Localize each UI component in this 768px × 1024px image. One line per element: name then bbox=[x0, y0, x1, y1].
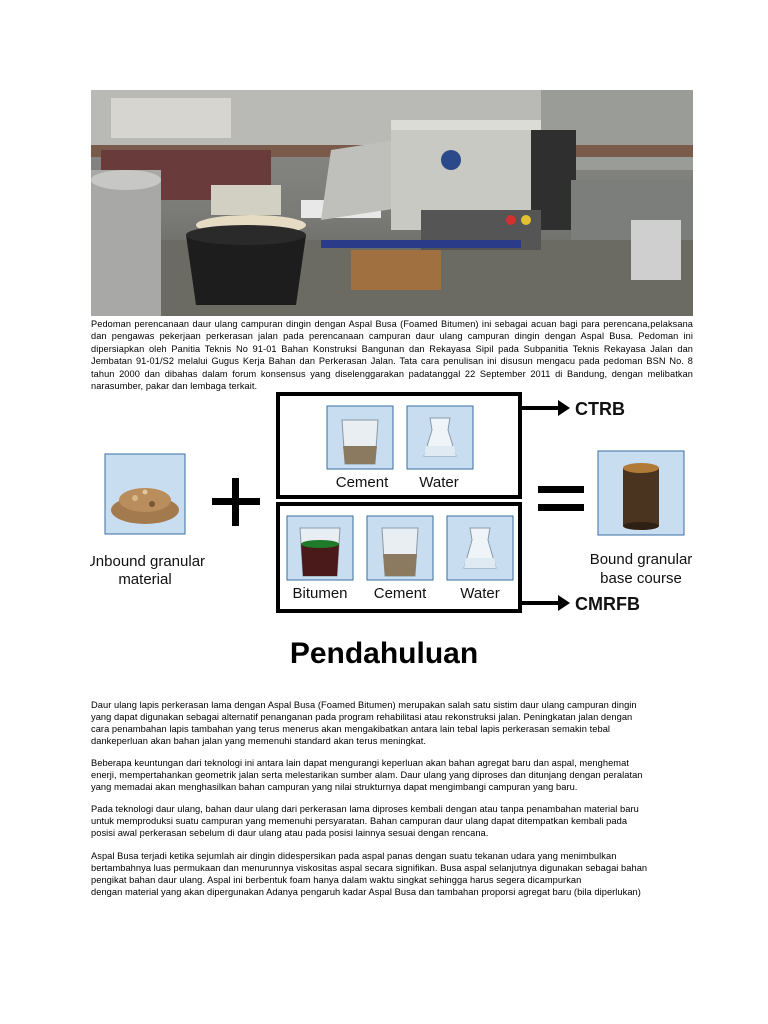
equals-icon bbox=[538, 486, 584, 511]
lab-photo-drawing bbox=[91, 90, 693, 316]
unbound-label-line1: Unbound granular bbox=[90, 553, 206, 570]
cmrfb-label: CMRFB bbox=[575, 594, 640, 614]
section-heading: Pendahuluan bbox=[289, 637, 479, 670]
unbound-label-line2: material bbox=[118, 571, 172, 588]
paragraph-line: Beberapa keuntungan dari teknologi ini antara lain dapat mengurangi keperluan akan bahan agregat baru dan aspal, menghemat bbox=[91, 758, 629, 768]
paragraph-line: Pada teknologi daur ulang, bahan daur ulang dari perkerasan lama diproses kembali dengan atau tanpa penambahan material baru bbox=[91, 804, 639, 814]
bound-label-line2: base course bbox=[600, 570, 682, 587]
bottom-item-label-bitumen: Bitumen bbox=[292, 585, 348, 602]
paragraph-2 bbox=[91, 757, 691, 793]
plus-icon bbox=[212, 478, 260, 526]
paragraph-line: Aspal Busa terjadi ketika sejumlah air dingin didespersikan pada aspal panas dengan suatu tekanan udara yang menimbulkan bbox=[91, 851, 617, 861]
top-item-label-cement: Cement bbox=[335, 474, 389, 491]
bottom-item-label-water: Water bbox=[460, 585, 500, 602]
ctrb-label: CTRB bbox=[575, 399, 625, 419]
bitumen-beaker-tile bbox=[287, 516, 353, 580]
intro-caption: Pedoman perencanaan daur ulang campuran dingin dengan Aspal Busa (Foamed Bitumen) ini sebagai acuan bagi para perencana,pelaksana dan pengawas pekerjaan perkerasan jalan pada perencanaan campuran daur ulang campuran dingin dengan Aspal Busa. Pedoman ini dipersiapkan oleh Panitia Teknis No 91-01 Bahan Konstruksi Bangunan dan Rekayasa Sipil pada Subpanitia Teknis Rekayasa Jalan dan Jembatan 91-01/S2 melalui Gugus Kerja Bahan dan Perkerasan Jalan. Tata cara penulisan ini disusun mengacu pada pedoman BSN No. 8 tahun 2000 dan dibahas dalam forum konsensus yang diselenggarakan padatanggal 22 September 2011 di Bandung, dengan melibatkan narasumber, pakar dan lembaga terkait. bbox=[91, 319, 693, 392]
paragraph-line: pengikat bahan daur ulang. Aspal ini berbentuk foam hanya dalam waktu singkat sehingga harus segera dicampurkan bbox=[91, 875, 582, 885]
bottom-item-label-cement: Cement bbox=[373, 585, 427, 602]
recycling-diagram bbox=[90, 388, 710, 618]
paragraph-1 bbox=[91, 699, 691, 747]
cmrfb-arrow-icon bbox=[520, 595, 570, 611]
unbound-material-tile bbox=[105, 454, 185, 534]
paragraph-line: dankeperluan akan bahan jalan yang memenuhi standard akan terus meningkat. bbox=[91, 736, 426, 746]
paragraph-line: yang dapat digunakan sebagai alternatif penanganan pada program rehabilitasi atau rekonstruksi jalan. Peningkatan jalan dengan bbox=[91, 712, 633, 722]
paragraph-line: posisi awal perkerasan sebelum di daur ulang atau pada posisi lainnya sesuai dengan rencana. bbox=[91, 828, 489, 838]
ctrb-arrow-icon bbox=[520, 400, 570, 416]
lab-equipment-photo bbox=[91, 90, 693, 316]
paragraph-line: yang memadai akan menghasilkan bahan campuran yang nilai strukturnya dapat mengimbangi campuran yang baru. bbox=[91, 782, 578, 792]
bound-label-line1: Bound granular bbox=[589, 551, 693, 568]
cement-beaker-tile bbox=[327, 406, 393, 469]
paragraph-line: enerji, mempertahankan geometrik jalan serta melestarikan sumber alam. Daur ulang yang diproses dan ditunjang dengan peralatan bbox=[91, 770, 643, 780]
bound-base-course-tile bbox=[598, 451, 684, 535]
paragraph-line: bertambahnya luas permukaan dan menurunnya viskositas aspal secara signifikan. Busa aspal selanjutnya digunakan sebagai bahan bbox=[91, 863, 648, 873]
paragraph-line: cara penambahan lapis tambahan yang terus menerus akan mengakibatkan antara lain tebal lapis perkerasan semakin tebal bbox=[91, 724, 611, 734]
top-item-label-water: Water bbox=[419, 474, 459, 491]
cement-beaker-tile-2 bbox=[367, 516, 433, 580]
paragraph-4 bbox=[91, 850, 691, 898]
top-mix-frame bbox=[278, 394, 520, 497]
paragraph-3 bbox=[91, 803, 691, 839]
water-beaker-tile bbox=[407, 406, 473, 469]
paragraph-line: untuk memproduksi suatu campuran yang memenuhi persyaratan. Bahan campuran daur ulang dapat ditempatkan kembali pada bbox=[91, 816, 628, 826]
paragraph-line: dengan material yang akan dipergunakan Adanya pengaruh kadar Aspal Busa dan tambahan proporsi agregat baru (bila diperlukan) bbox=[91, 887, 641, 897]
paragraph-line: Daur ulang lapis perkerasan lama dengan Aspal Busa (Foamed Bitumen) merupakan salah satu sistim daur ulang campuran dingin bbox=[91, 700, 637, 710]
water-beaker-tile-2 bbox=[447, 516, 513, 580]
